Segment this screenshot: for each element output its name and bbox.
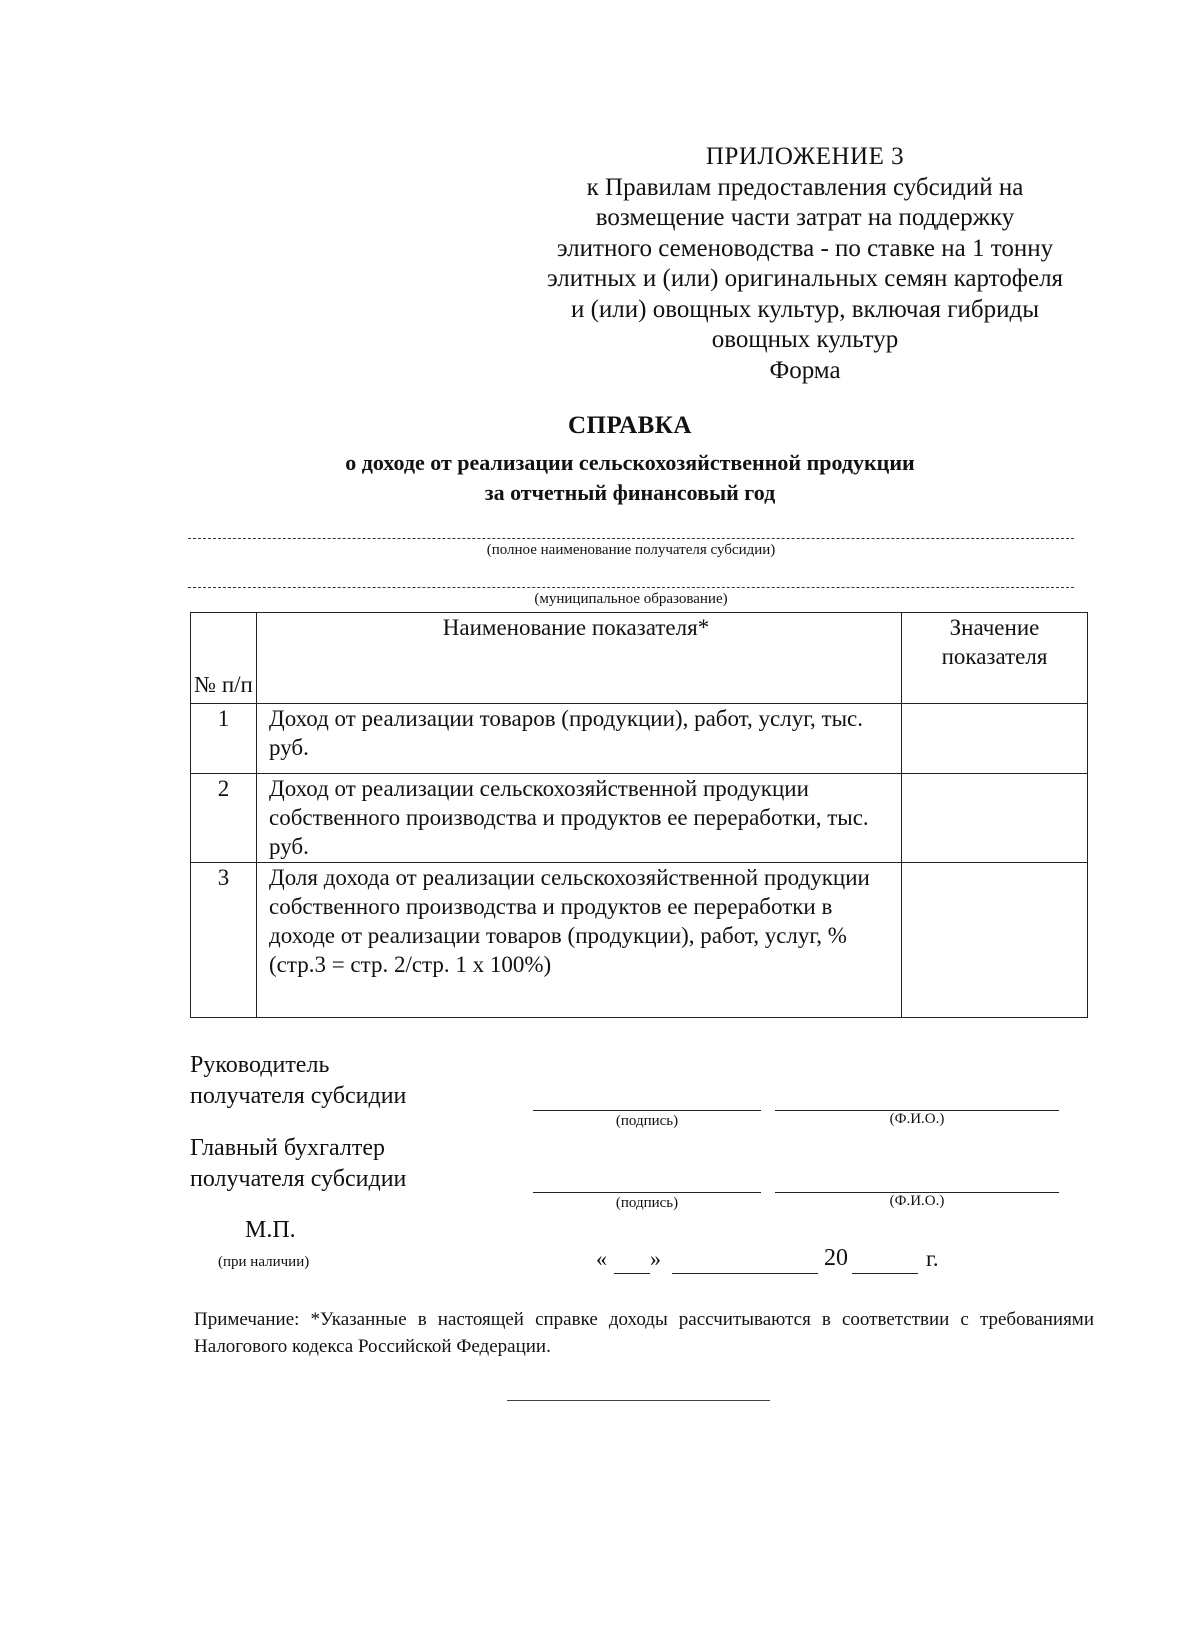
municipality-caption: (муниципальное образование)	[534, 591, 728, 607]
date-century: 20	[824, 1245, 848, 1271]
appendix-line: к Правилам предоставления субсидий на	[586, 173, 1024, 201]
table-row	[191, 704, 1088, 774]
head-name-caption: (Ф.И.О.)	[889, 1111, 945, 1127]
row-number: 3	[191, 863, 257, 1018]
date-day-field[interactable]	[614, 1273, 650, 1274]
row-indicator-name: Доход от реализации сельскохозяйственной продукции собственного производства и продуктов ее переработки, тыс. руб.	[257, 774, 902, 863]
head-signature-caption: (подпись)	[615, 1113, 679, 1129]
municipality-field[interactable]	[188, 587, 1074, 588]
head-title-line: получателя субсидии	[190, 1083, 407, 1109]
form-label: Форма	[769, 356, 841, 384]
bottom-divider	[507, 1400, 770, 1401]
appendix-line: овощных культур	[711, 326, 899, 353]
date-year-suffix: г.	[926, 1246, 939, 1271]
appendix-block	[500, 142, 1110, 386]
appendix-line: возмещение части затрат на поддержку	[595, 204, 1015, 231]
subtitle-line: за отчетный финансовый год	[484, 480, 776, 505]
indicators-table	[190, 612, 1088, 1018]
accountant-name-caption: (Ф.И.О.)	[889, 1193, 945, 1209]
date-close-quote: »	[650, 1246, 661, 1271]
recipient-caption: (полное наименование получателя субсидии)	[486, 542, 776, 558]
appendix-line: элитных и (или) оригинальных семян картофеля	[546, 265, 1064, 292]
footnote: Примечание: *Указанные в настоящей справке доходы рассчитываются в соответствии с требованиями Налогового кодекса Российской Федерации.	[194, 1309, 1094, 1357]
appendix-line: и (или) овощных культур, включая гибриды	[570, 295, 1040, 323]
header-indicator-value: Значение показателя	[902, 613, 1088, 704]
row-number: 2	[191, 774, 257, 863]
date-year-field[interactable]	[852, 1273, 918, 1274]
head-signature-field[interactable]	[533, 1110, 761, 1111]
head-title-line: Руководитель	[190, 1052, 330, 1078]
row-indicator-name: Доля дохода от реализации сельскохозяйственной продукции собственного производства и продуктов ее переработки в доходе от реализации товаров (продукции), работ, услуг, % (стр.3 = стр. 2/стр. 1 х 100%)	[257, 863, 902, 1018]
header-number: № п/п	[191, 613, 257, 704]
header-indicator-name: Наименование показателя*	[257, 613, 902, 704]
accountant-signature-field[interactable]	[533, 1192, 761, 1193]
appendix-heading: ПРИЛОЖЕНИЕ 3	[705, 143, 905, 170]
table-header-row	[191, 613, 1088, 704]
accountant-signature-caption: (подпись)	[615, 1195, 679, 1211]
seal-label: М.П.	[245, 1217, 296, 1243]
accountant-title-line: Главный бухгалтер	[190, 1135, 385, 1161]
date-open-quote: «	[596, 1246, 607, 1271]
subtitle-line: о доходе от реализации сельскохозяйственной продукции	[345, 450, 915, 475]
head-signature-label	[190, 1050, 510, 1112]
row-value-cell[interactable]	[902, 704, 1088, 774]
date-month-field[interactable]	[672, 1273, 818, 1274]
row-value-cell[interactable]	[902, 774, 1088, 863]
table-row	[191, 774, 1088, 863]
accountant-title-line: получателя субсидии	[190, 1166, 407, 1192]
seal-note: (при наличии)	[218, 1254, 310, 1270]
document-subtitle	[180, 448, 1080, 508]
row-number: 1	[191, 704, 257, 774]
appendix-line: элитного семеноводства - по ставке на 1 тонну	[556, 234, 1054, 262]
row-value-cell[interactable]	[902, 863, 1088, 1018]
recipient-name-field[interactable]	[188, 538, 1074, 539]
table-row	[191, 863, 1088, 1018]
document-title: СПРАВКА	[568, 412, 692, 439]
row-indicator-name: Доход от реализации товаров (продукции), работ, услуг, тыс. руб.	[257, 704, 902, 774]
accountant-signature-label	[190, 1133, 510, 1195]
